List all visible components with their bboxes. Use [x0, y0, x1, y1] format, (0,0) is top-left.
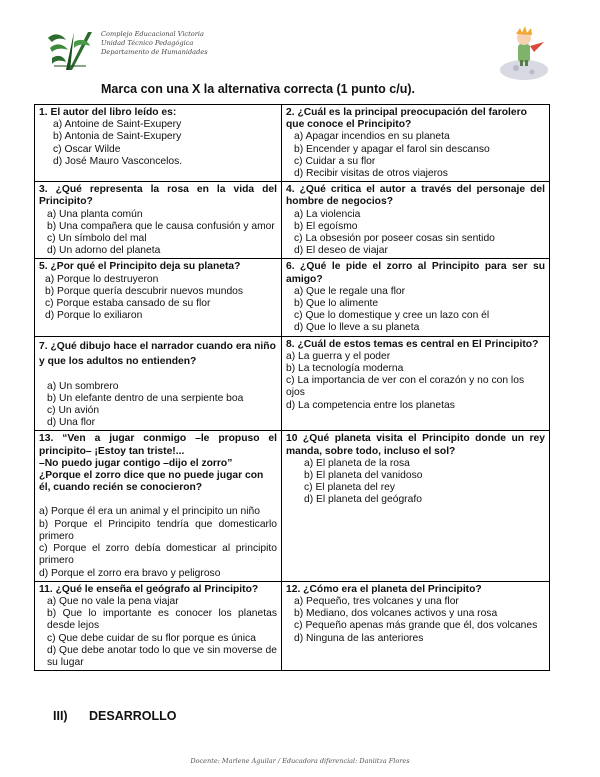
- option: c) Cuidar a su flor: [294, 155, 376, 167]
- option: a) La guerra y el poder: [286, 350, 391, 362]
- option: c) Porque estaba cansado de su flor: [45, 298, 211, 310]
- option: a) Pequeño, tres volcanes y una flor: [294, 595, 459, 607]
- option: a) Una planta común: [47, 208, 143, 220]
- option: d) Ninguna de las anteriores: [294, 632, 424, 644]
- option: a) El planeta de la rosa: [304, 457, 410, 469]
- option: b) Antonia de Saint-Exupery: [53, 131, 182, 143]
- table-row: [35, 581, 550, 670]
- option: c) El planeta del rey: [304, 482, 396, 494]
- option: d) Una flor: [47, 417, 96, 429]
- option: d) Un adorno del planeta: [47, 245, 161, 257]
- questions-table: [34, 104, 550, 671]
- option: c) Que lo domestique y cree un lazo con él: [294, 310, 490, 322]
- option: b) El egoísmo: [294, 220, 358, 232]
- option: b) Que lo importante es conocer los planetas desde lejos: [47, 608, 277, 632]
- question-title: 6. ¿Qué le pide el zorro al Principito para ser su amigo?: [286, 261, 545, 285]
- little-prince-illustration: [494, 20, 554, 80]
- option: a) Porque lo destruyeron: [45, 273, 159, 285]
- school-name: Complejo Educacional Victoria Unidad Técnico Pedagógica Departamento de Humanidades: [101, 30, 208, 56]
- question-cell: [35, 105, 282, 182]
- question-cell: [35, 259, 282, 336]
- question-cell: [282, 105, 550, 182]
- question-title: 3. ¿Qué representa la rosa en la vida del Principito?: [39, 184, 277, 208]
- option: d) Recibir visitas de otros viajeros: [294, 168, 448, 180]
- option: b) La tecnología moderna: [286, 363, 404, 375]
- option: d) Porque el zorro era bravo y peligroso: [39, 567, 221, 579]
- option: a) Que no vale la pena viajar: [47, 595, 179, 607]
- option: a) Que le regale una flor: [294, 285, 406, 297]
- table-row: [35, 431, 550, 581]
- option: a) Porque él era un animal y el principito un niño: [39, 506, 260, 518]
- option: b) Un elefante dentro de una serpiente boa: [47, 392, 244, 404]
- section-heading: [53, 709, 177, 723]
- option: c) Que debe cuidar de su flor porque es única: [47, 632, 256, 644]
- question-cell: [35, 182, 282, 259]
- question-title: 5. ¿Por qué el Principito deja su planeta?: [39, 261, 241, 273]
- question-cell: [282, 182, 550, 259]
- school-logo: [44, 28, 96, 74]
- section-number: III): [53, 709, 68, 723]
- option: d) El planeta del geógrafo: [304, 494, 422, 506]
- question-title: 4. ¿Qué critica el autor a través del personaje del hombre de negocios?: [286, 184, 545, 208]
- table-row: [35, 105, 550, 182]
- option: d) El deseo de viajar: [294, 245, 388, 257]
- question-title: –No puedo jugar contigo –dijo el zorro”: [39, 457, 233, 469]
- table-row: [35, 182, 550, 259]
- option: a) Antoine de Saint-Exupery: [53, 119, 182, 131]
- option: a) Un sombrero: [47, 380, 119, 392]
- option: b) El planeta del vanidoso: [304, 470, 423, 482]
- question-title: 13. “Ven a jugar conmigo –le propuso el principito– ¡Estoy tan triste!...: [39, 433, 277, 457]
- footer: Docente: Marlene Aguilar / Educadora diferencial: Daniitza Flores: [190, 757, 410, 765]
- question-cell: [282, 259, 550, 336]
- section-title: DESARROLLO: [89, 709, 177, 723]
- option: d) Porque lo exiliaron: [45, 310, 143, 322]
- table-row: [35, 336, 550, 431]
- option: c) Pequeño apenas más grande que él, dos volcanes: [294, 620, 538, 632]
- option: c) La obsesión por poseer cosas sin sentido: [294, 233, 495, 245]
- question-title: 8. ¿Cuál de estos temas es central en El Principito?: [286, 338, 539, 350]
- option: b) Porque quería descubrir nuevos mundos: [45, 285, 244, 297]
- option: c) Porque el zorro debía domesticar al principito primero: [39, 543, 277, 567]
- option: b) Porque el Principito tendría que domesticarlo primero: [39, 518, 277, 542]
- option: c) Un símbolo del mal: [47, 233, 147, 245]
- question-cell: [35, 581, 282, 670]
- option: d) Que debe anotar todo lo que ve sin moverse de su lugar: [47, 644, 277, 668]
- question-cell: [35, 431, 282, 581]
- question-title: ¿Porque el zorro dice que no puede jugar con él, cuando recién se conocieron?: [39, 470, 264, 494]
- option: d) Que lo lleve a su planeta: [294, 322, 420, 334]
- question-title: 1. El autor del libro leído es:: [39, 107, 177, 118]
- question-title: 2. ¿Cuál es la principal preocupación del farolero que conoce el Principito?: [286, 107, 527, 131]
- question-cell: [35, 336, 282, 431]
- question-cell: [282, 431, 550, 581]
- question-cell: [282, 581, 550, 670]
- question-cell: [282, 336, 550, 431]
- question-title: 10 ¿Qué planeta visita el Principito donde un rey manda, sobre todo, incluso el sol?: [286, 433, 545, 457]
- table-row: [35, 259, 550, 336]
- option: b) Mediano, dos volcanes activos y una rosa: [294, 608, 498, 620]
- question-title: 7. ¿Qué dibujo hace el narrador cuando era niño y que los adultos no entienden?: [39, 340, 276, 367]
- option: c) La importancia de ver con el corazón y no con los ojos: [286, 375, 525, 399]
- option: c) Oscar Wilde: [53, 143, 121, 155]
- option: b) Que lo alimente: [294, 298, 379, 310]
- option: d) La competencia entre los planetas: [286, 399, 455, 411]
- option: a) Apagar incendios en su planeta: [294, 131, 450, 143]
- option: b) Encender y apagar el farol sin descanso: [294, 143, 490, 155]
- question-title: 11. ¿Qué le enseña el geógrafo al Principito?: [39, 583, 259, 595]
- question-title: 12. ¿Cómo era el planeta del Principito?: [286, 583, 482, 595]
- option: b) Una compañera que le causa confusión y amor: [47, 220, 275, 232]
- option: a) La violencia: [294, 208, 361, 220]
- option: c) Un avión: [47, 405, 100, 417]
- option: d) José Mauro Vasconcelos.: [53, 155, 183, 167]
- instruction: Marca con una X la alternativa correcta (1 punto c/u).: [101, 82, 415, 96]
